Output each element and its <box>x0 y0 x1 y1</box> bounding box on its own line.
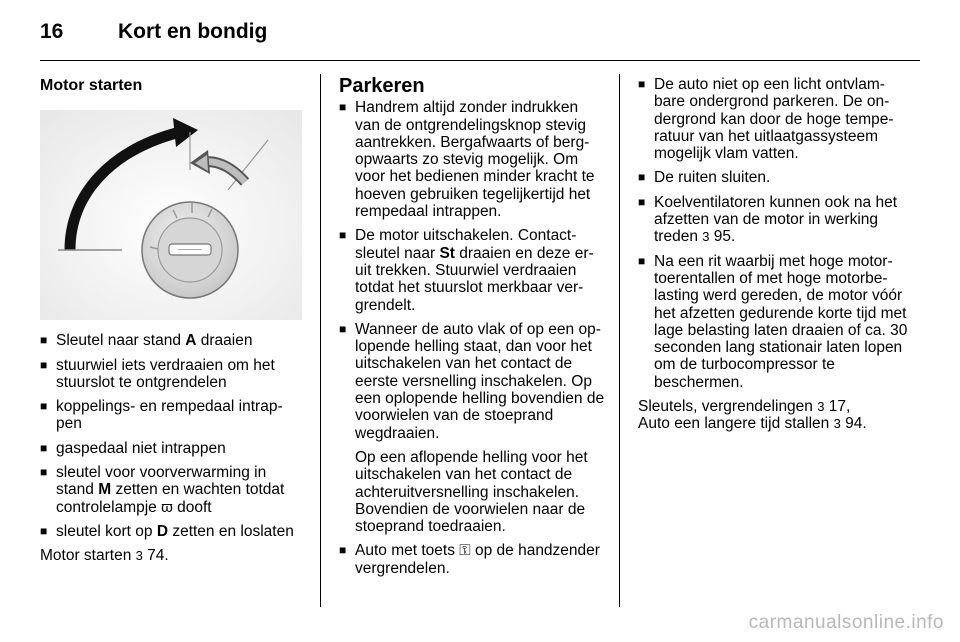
page-title: Kort en bondig <box>118 20 268 43</box>
ignition-switch-icon <box>40 110 302 320</box>
column-motor-starten <box>40 74 302 565</box>
parkeren-steps-continued <box>638 76 908 391</box>
page-number: 16 <box>40 20 64 43</box>
page-ref-arrow-icon: 3 <box>817 399 825 415</box>
list-item: ■ Na een rit waarbij met hoge motor-toerentallen of met hoge motorbe-lasting werd gereden, de motor vóór het afzetten gedurende korte tijd met lage belasting laten draaien of ca. 30 seconden lang stationair laten lopen om de turbocompressor te beschermen. <box>638 253 908 391</box>
list-item: ■ Handrem altijd zonder indrukken van de ontgrendelingsknop stevig aantrekken. Bergafwaarts of berg-opwaarts zo stevig mogelijk. Om voor het bedienen minder kracht te hoeven gebruiken tegelijkertijd het rempedaal intrappen. <box>339 99 605 220</box>
list-item: ■ sleutel kort op D zetten en loslaten <box>40 523 302 540</box>
watermark: carmanualsonline.info <box>748 612 944 633</box>
page-ref-arrow-icon: 3 <box>702 229 710 245</box>
list-item: ■ Sleutel naar stand A draaien <box>40 332 302 349</box>
page-header <box>0 0 960 62</box>
column-parkeren <box>339 74 605 584</box>
motor-starten-steps <box>40 332 302 540</box>
list-item: ■ gaspedaal niet intrappen <box>40 440 302 457</box>
column-divider <box>320 74 321 607</box>
glow-plug-icon: ϖ <box>161 498 173 516</box>
header-divider <box>40 60 920 61</box>
cross-reference[interactable]: Motor starten 3 74. <box>40 547 169 565</box>
column-parkeren-continued <box>638 74 908 433</box>
lock-key-icon: ⚿ <box>459 542 471 560</box>
page-ref-arrow-icon: 3 <box>833 416 841 432</box>
list-item: ■ stuurwiel iets verdraaien om het stuurslot te ontgrendelen <box>40 357 302 392</box>
list-item: ■ De motor uitschakelen. Contact-sleutel naar St draaien en deze er-uit trekken. Stuurwiel verdraaien totdat het stuurslot merkbaar ver-grendelt. <box>339 227 605 313</box>
list-item: ■ De ruiten sluiten. <box>638 169 908 186</box>
list-item: ■ Wanneer de auto vlak of op een op-lopende helling staat, dan voor het uitschakelen van het contact de eerste versnelling inschakelen. Op een oplopende helling bovendien de voorwielen van de stoeprand wegdraaien. Op een aflopende helling voor het uitschakelen van het contact de achteruitversnelling inschakelen. Bovendien de voorwielen naar de stoeprand toedraaien. <box>339 321 605 536</box>
list-item: ■ Koelventilatoren kunnen ook na het afzetten van de motor in werking treden 3 95. <box>638 194 908 246</box>
ignition-switch-figure <box>40 110 302 320</box>
list-item: ■ De auto niet op een licht ontvlam-bare ondergrond parkeren. De on-dergrond kan door de hoge tempe-ratuur van het uitlaatgassysteem mogelijk vlam vatten. <box>638 76 908 162</box>
list-item: ■ sleutel voor voorverwarming in stand M zetten en wachten totdat controlelampje ϖ dooft <box>40 464 302 516</box>
column-divider <box>619 74 620 607</box>
page-ref-arrow-icon: 3 <box>135 548 143 564</box>
cross-reference[interactable]: Sleutels, vergrendelingen 3 17, <box>638 398 851 416</box>
section-title-parkeren: Parkeren <box>339 75 425 97</box>
cross-reference[interactable]: Auto een langere tijd stallen 3 94. <box>638 415 867 433</box>
list-item: ■ koppelings- en rempedaal intrap-pen <box>40 398 302 433</box>
parkeren-steps <box>339 99 605 577</box>
list-item-subparagraph: Op een aflopende helling voor het uitschakelen van het contact de achteruitversnelling inschakelen. Bovendien de voorwielen naar de stoeprand toedraaien. <box>355 448 588 536</box>
list-item: ■ Auto met toets ⚿ op de handzender vergrendelen. <box>339 542 605 577</box>
section-title-motor-starten: Motor starten <box>40 77 143 94</box>
